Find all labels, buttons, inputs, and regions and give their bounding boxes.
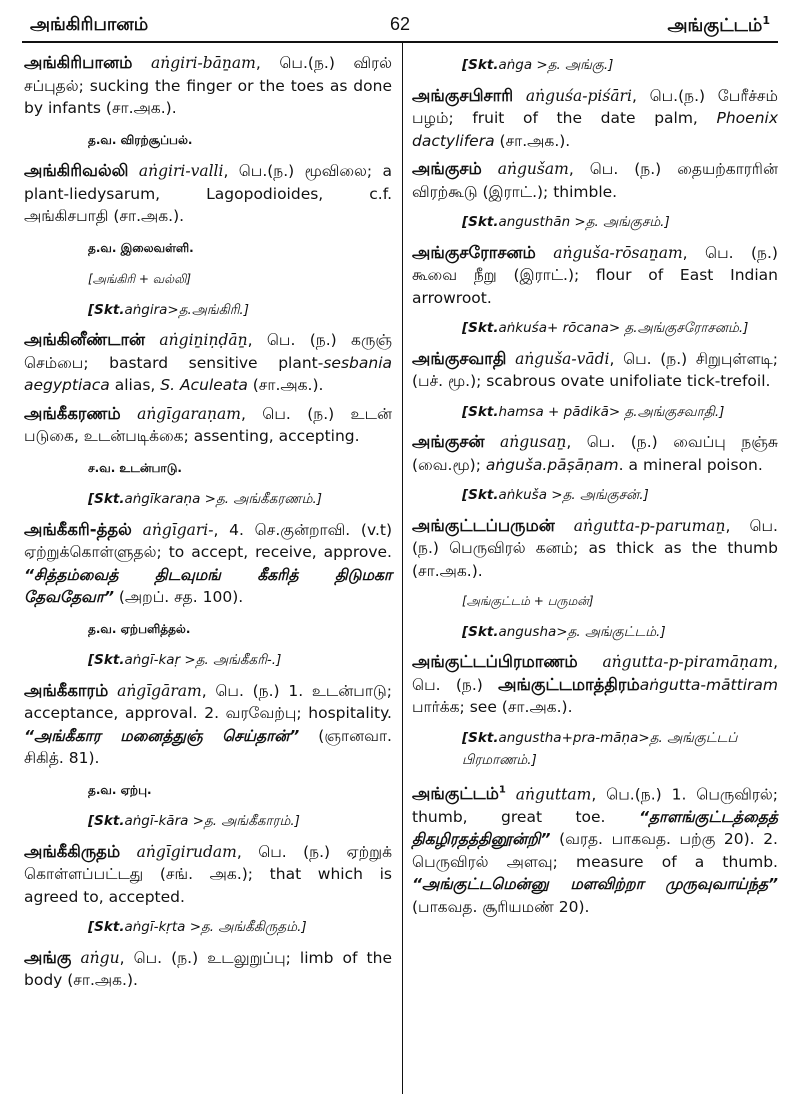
header-left-guideword: அங்கிரிபானம் <box>30 14 149 35</box>
entry-quote: “அங்கீகார மனைத்துஞ் செய்தான்” <box>24 726 300 745</box>
etymology-label: [Skt. <box>88 652 125 668</box>
usage-note: த.வ. ஏற்பளித்தல். <box>88 621 191 636</box>
entry-transliteration: aṅgusaṉ <box>500 433 567 451</box>
entry-italic: Phoenix dactylifera <box>412 109 778 150</box>
dictionary-entry <box>412 780 778 919</box>
dictionary-entry <box>24 403 392 448</box>
dictionary-entry <box>24 680 392 770</box>
etymology-text: aṅgī-kaṛ >த. அங்கீகரி-.] <box>124 652 282 668</box>
entry-definition: (சா.அக.). <box>494 131 571 150</box>
entry-transliteration: aṅguša-vādi <box>515 349 610 368</box>
entry-headword: அங்குசம் <box>412 159 482 178</box>
entry-transliteration: aṅgutta-p-piramāṇam <box>602 653 774 671</box>
etymology-label: [Skt. <box>462 623 499 640</box>
entry-headword: அங்குட்டம்$^1$ <box>412 784 506 803</box>
etymology-note <box>412 54 778 77</box>
entry-definition: பார்க்க; see <box>412 698 502 716</box>
column-divider <box>402 43 403 1094</box>
entry-italic: aṅguša.pāṣāṇam <box>485 455 619 474</box>
etymology-note <box>24 916 392 939</box>
usage-note: த.வ. ஏற்பு. <box>88 782 152 797</box>
headword-sup: 1 <box>498 784 506 796</box>
entry-definition: , பெ. (ந.) சிறுபுள்ளடி; (பச். மூ.); scabrous ovate unifoliate tick-trefoil. <box>412 349 778 390</box>
header-right-word: அங்குட்டம் <box>667 15 763 36</box>
entry-italic: aṅgutta-māttiram <box>639 675 778 694</box>
entry-italic: sesbania aegyptiaca <box>24 353 392 394</box>
etymology-note <box>412 211 778 234</box>
entry-definition: , பெ. (ந.) தையற்காரரின் விரற்கூடு (இராட்.); thimble. <box>412 160 778 201</box>
composition-note: [அங்கிரி + வல்லி] <box>88 272 192 286</box>
entry-definition: , பெ. (ந.) கூவை நீறு (இராட்.); flour of East Indian arrowroot. <box>412 243 778 307</box>
entry-italic: S. Aculeata <box>160 376 248 394</box>
entry-transliteration: aṅgiri-valli <box>138 162 224 180</box>
entry-crossref: அங்குட்டமாத்திரம் <box>498 674 640 694</box>
etymology-label: [Skt. <box>462 403 499 420</box>
entry-definition: (அறப். சத. 100). <box>113 588 244 606</box>
right-column <box>412 46 778 920</box>
entry-definition: (பாகவத. சூரியமண் 20). <box>412 897 590 916</box>
etymology-text: aṅgira>த.அங்கிரி.] <box>124 301 249 318</box>
etymology-note <box>24 299 392 322</box>
etymology-text: aṅkuśa+ rōcana> த.அங்குசரோசனம்.] <box>498 320 749 336</box>
entry-definition: , பெ. (ந.) பெருவிரல் கனம்; as thick as the thumb (சா.அக.). <box>412 516 778 580</box>
entry-headword: அங்கீகாரம் <box>24 680 109 700</box>
page-header <box>30 10 770 44</box>
entry-definition: alias, <box>109 376 161 394</box>
entry-headword: அங்கிரிபானம் <box>24 53 133 72</box>
header-rule <box>22 41 778 43</box>
etymology-label: [Skt. <box>88 813 125 829</box>
etymology-note <box>412 621 778 644</box>
etymology-label: [Skt. <box>462 57 499 73</box>
entry-definition: (சா.அக.). <box>501 698 573 716</box>
entry-definition: (சா.அக.). <box>247 376 324 394</box>
entry-headword: அங்குசன் <box>412 432 485 451</box>
entry-headword: அங்கீகரணம் <box>24 403 121 423</box>
dictionary-entry <box>412 158 778 203</box>
etymology-label: [Skt. <box>88 919 125 935</box>
entry-definition: , பெ. (ந.) கருஞ் செம்பை; bastard sensitive plant- <box>24 331 392 372</box>
entry-definition: (ஞானவா. சிகித். 81). <box>24 726 392 767</box>
entry-definition: , பெ. (ந.) 1. உடன்பாடு; acceptance, approval. 2. வரவேற்பு; hospitality. <box>24 681 392 722</box>
entry-definition: , பெ. (ந.) ஏற்றுக் கொள்ளப்பட்டது (சங். அக.); that which is agreed to, accepted. <box>24 842 392 906</box>
etymology-label: [Skt. <box>462 214 499 230</box>
etymology-text: angustha+pra-māṇa>த. அங்குட்டப் பிரமாணம்.] <box>462 729 738 768</box>
entry-definition: , பெ.(ந.) மூவிலை; a plant-liedysarum, Lagopodioides, c.f. அங்கிசபாதி (சா.அக.). <box>24 162 392 225</box>
etymology-note <box>412 484 778 507</box>
entry-quote: “சித்தம்வைத் திடவுமங் கீகரித் திடுமகா தேவதேவா” <box>24 565 392 606</box>
entry-definition: , பெ. (ந.) உடலுறுப்பு; limb of the body (சா.அக.). <box>24 948 392 989</box>
usage-note: த.வ. விரற்சூப்பல். <box>88 132 193 147</box>
usage-note: த.வ. இலைவள்ளி. <box>88 240 194 255</box>
entry-headword: அங்கு <box>24 947 72 967</box>
entry-headword: அங்குசவாதி <box>412 348 507 368</box>
entry-headword: அங்கீகிருதம் <box>24 841 121 861</box>
entry-definition: , பெ.(ந.) பேரீச்சம் பழம்; fruit of the date palm, <box>412 86 778 127</box>
entry-definition: , 4. செ.குன்றாவி. (v.t) ஏற்றுக்கொள்ளுதல்; to accept, receive, approve. <box>24 520 393 561</box>
dictionary-entry <box>24 329 392 397</box>
header-right-guideword <box>668 14 770 38</box>
entry-definition: . a mineral poison. <box>618 455 763 474</box>
etymology-label: [Skt. <box>88 491 125 507</box>
dictionary-entry <box>412 651 778 719</box>
dictionary-entry <box>24 52 392 120</box>
left-column <box>24 46 392 994</box>
dictionary-entry <box>24 160 392 228</box>
dictionary-entry <box>412 242 778 310</box>
entry-definition: , பெ. (ந.) <box>412 653 778 694</box>
entry-transliteration: aṅgu <box>80 948 120 967</box>
page-number: 62 <box>389 14 411 34</box>
entry-headword: அங்குட்டப்பருமன் <box>412 515 555 535</box>
entry-transliteration: aṅguśa-piśāri <box>525 86 632 105</box>
etymology-label: [Skt. <box>462 320 499 336</box>
entry-definition: (வரத. பாகவத. பற்கு 20). 2. பெருவிரல் அளவு; measure of a thumb. <box>412 830 778 871</box>
entry-headword: அங்கீகரி-த்தல் <box>24 519 132 539</box>
entry-transliteration: aṅgutta-p-parumaṉ <box>573 516 726 535</box>
dictionary-entry <box>412 348 778 393</box>
etymology-label: [Skt. <box>462 487 499 503</box>
etymology-label: [Skt. <box>88 301 125 318</box>
entry-transliteration: aṅgiri-bāṉam <box>151 54 256 72</box>
entry-headword: அங்கினீண்டான் <box>24 330 146 349</box>
etymology-text: angusha>த. அங்குட்டம்.] <box>498 623 666 640</box>
entry-definition: , பெ. (ந.) வைப்பு நஞ்சு (வை.மூ); <box>412 433 778 474</box>
entry-transliteration: aṅgušam <box>497 160 569 178</box>
dictionary-entry <box>24 519 392 609</box>
entry-headword: அங்குசரோசனம் <box>412 242 536 262</box>
etymology-text: angusthān >த. அங்குசம்.] <box>498 214 670 230</box>
dictionary-entry <box>412 515 778 583</box>
entry-definition: , பெ.(ந.) 1. பெருவிரல்; thumb, great toe. <box>412 785 778 826</box>
entry-transliteration: aṅgīgāram <box>117 681 202 700</box>
etymology-text: aṅgī-kāra >த. அங்கீகாரம்.] <box>124 813 300 829</box>
entry-transliteration: aṅgīgirudam <box>136 842 237 861</box>
etymology-note <box>24 488 392 511</box>
entry-quote: “தாளங்குட்டத்தைத் திகழிரதத்தினூன்றி” <box>412 807 778 848</box>
etymology-note <box>412 401 778 424</box>
etymology-text: aṅgīkaraṇa >த. அங்கீகரணம்.] <box>124 491 322 507</box>
etymology-note <box>412 727 778 772</box>
entry-transliteration: aṅguša-rōsaṉam <box>553 243 683 262</box>
entry-headword: அங்கிரிவல்லி <box>24 161 129 180</box>
entry-transliteration: aṅgiṉiṇḍāṉ <box>159 331 248 349</box>
etymology-label: [Skt. <box>462 729 499 746</box>
entry-headword: அங்குட்டப்பிரமாணம் <box>412 652 578 671</box>
etymology-text: aṅkuša >த. அங்குசன்.] <box>498 487 649 503</box>
entry-transliteration: aṅguttam <box>515 785 592 803</box>
dictionary-entry <box>24 841 392 909</box>
etymology-note <box>24 649 392 672</box>
entry-headword: அங்குசபிசாரி <box>412 85 514 105</box>
etymology-text: aṅga >த. அங்கு.] <box>498 57 614 73</box>
entry-definition: , பெ.(ந.) விரல் சப்புதல்; sucking the finger or the toes as done by infants (சா.அக.). <box>24 54 392 117</box>
entry-definition: , பெ. (ந.) உடன் படுகை, உடன்படிக்கை; assenting, accepting. <box>24 404 392 445</box>
etymology-note <box>412 317 778 340</box>
dictionary-entry <box>24 947 392 992</box>
entry-transliteration: aṅgīgari- <box>142 520 214 539</box>
etymology-text: aṅgī-kṛta >த. அங்கீகிருதம்.] <box>124 919 307 935</box>
header-right-sup: 1 <box>762 14 770 27</box>
dictionary-entry <box>412 431 778 476</box>
etymology-text: hamsa + pādikā> த.அங்குசவாதி.] <box>498 403 725 420</box>
dictionary-entry <box>412 85 778 153</box>
usage-note: ச.வ. உடன்பாடு. <box>88 460 182 475</box>
entry-quote: “அங்குட்டமென்னு மளவிற்றா முருவுவாய்ந்த” <box>412 875 778 893</box>
etymology-note <box>24 810 392 833</box>
entry-transliteration: aṅgīgaraṇam <box>137 404 241 423</box>
composition-note: [அங்குட்டம் + பருமன்] <box>462 594 594 608</box>
